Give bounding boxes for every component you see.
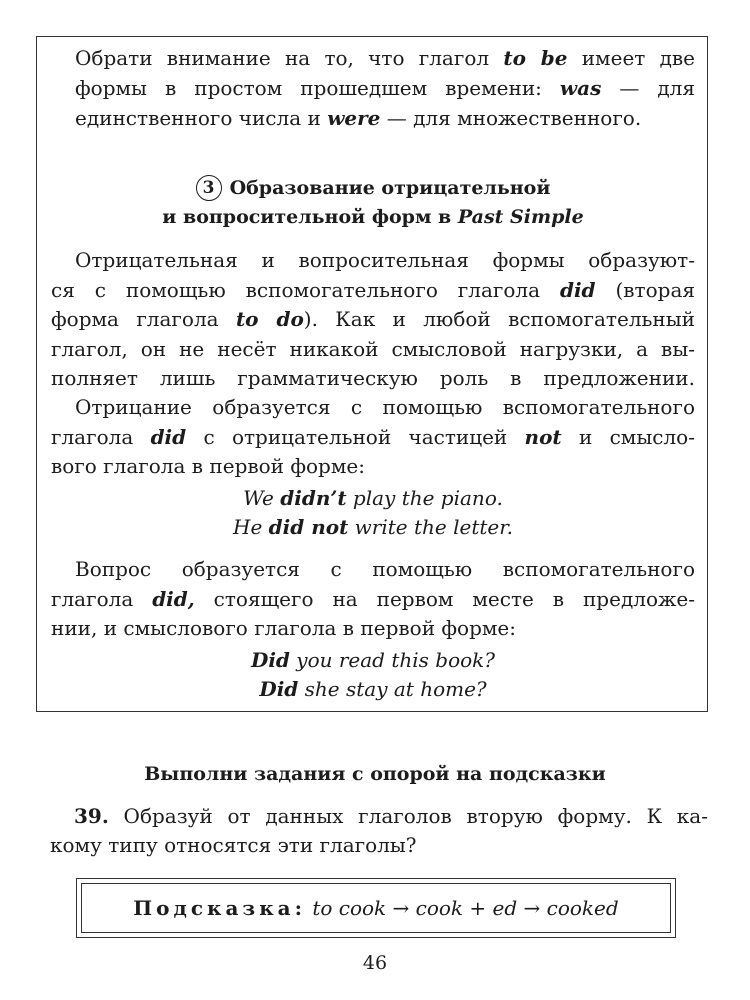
- para3-line-1: Вопрос образуется с помощью вспомогательного: [75, 557, 695, 581]
- para1-line-1: Отрицательная и вопросительная формы образуют-: [75, 248, 695, 272]
- para3-line-2: глагола did, стоящего на первом месте в предложе-: [51, 587, 695, 611]
- para3-line-3: нии, и смыслового глагола в первой форме:: [51, 616, 517, 640]
- para2-line-2: глагола did с отрицательной частицей not и смысло-: [51, 425, 695, 449]
- hint-label: Подсказка:: [133, 896, 306, 920]
- section-heading-line-2: и вопросительной форм в Past Simple: [162, 206, 584, 228]
- para1-line-2: ся с помощью вспомогательного глагола did (вторая: [51, 278, 695, 302]
- hint-box: [76, 878, 676, 938]
- section-heading-line-1: 3 Образование отрицательной: [37, 174, 709, 202]
- para1-line-3: форма глагола to do). Как и любой вспомогательный: [51, 307, 695, 331]
- para1-line-4: глагол, он не несёт никакой смысловой нагрузки, а вы-: [51, 337, 695, 361]
- hint-content: [77, 894, 675, 922]
- page-number: 46: [362, 952, 388, 974]
- exercise-number: 39.: [74, 804, 109, 828]
- para1-line-5: полняет лишь грамматическую роль в предложении.: [51, 366, 695, 390]
- para2-line-1: Отрицание образуется с помощью вспомогательного: [75, 395, 695, 419]
- hint-formula: to cook → cook + ed → cooked: [305, 896, 619, 920]
- section-number: 3: [196, 175, 222, 201]
- exercise-section-heading: Выполни задания с опорой на подсказки: [144, 763, 606, 785]
- exercise-39-line-2: кому типу относятся эти глаголы?: [50, 833, 417, 857]
- grammar-rule-box: [36, 36, 708, 712]
- note-line-1: Обрати внимание на то, что глагол to be имеет две: [75, 46, 695, 70]
- exercise-39-line-1: 39. Образуй от данных глаголов вторую форму. К ка-: [74, 804, 708, 828]
- neg-example-1: We didn’t play the piano.: [243, 486, 503, 510]
- para2-line-3: вого глагола в первой форме:: [51, 454, 365, 478]
- question-example-1: Did you read this book?: [250, 648, 495, 672]
- note-line-2: формы в простом прошедшем времени: was — для: [75, 76, 695, 100]
- neg-example-2: He did not write the letter.: [233, 515, 513, 539]
- question-example-2: Did she stay at home?: [259, 677, 487, 701]
- note-line-3: единственного числа и were — для множественного.: [75, 106, 642, 130]
